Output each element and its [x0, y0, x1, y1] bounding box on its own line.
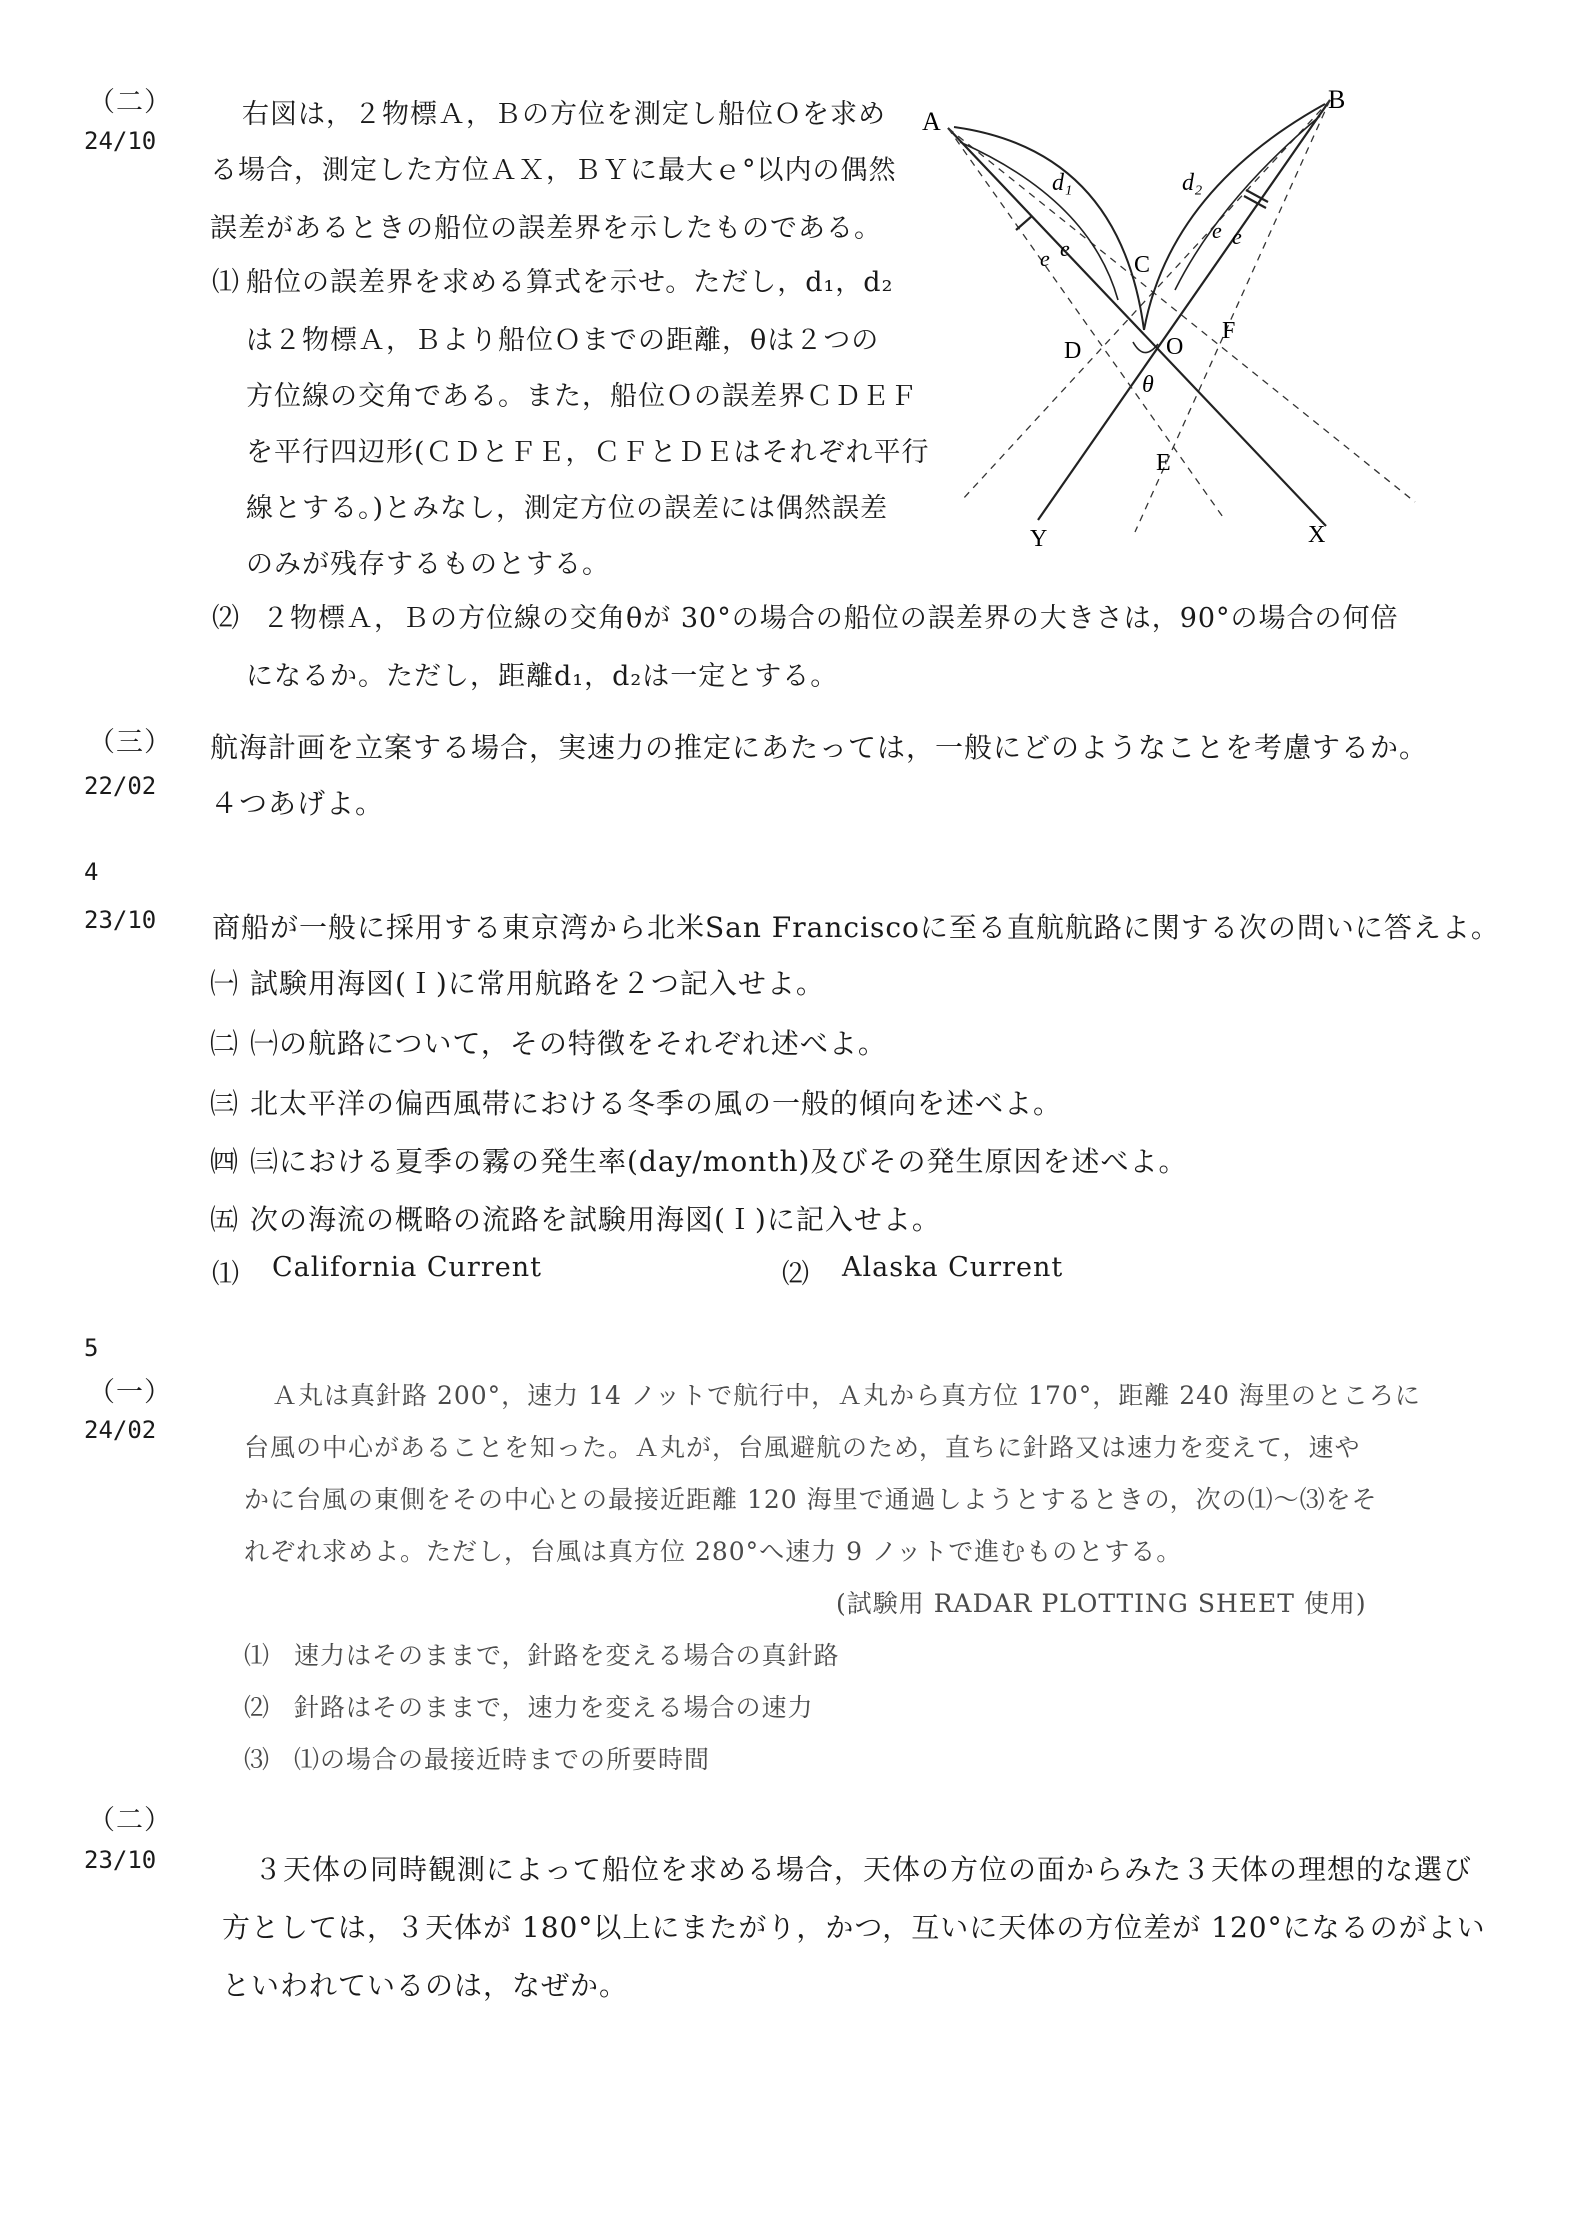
q2-sub1-line-3: 方位線の交角である。また，船位Ｏの誤差界ＣＤＥＦ: [246, 381, 918, 412]
arc-d2: [1144, 104, 1325, 330]
bearing-line-by: [1038, 100, 1330, 520]
label-f: F: [1222, 318, 1236, 344]
q5-part1-line-1: Ａ丸は真針路 200°，速力 14 ノットで航行中，Ａ丸から真方位 170°，距離 240 海里のところに: [272, 1381, 1421, 1410]
q5-part2-line-3: といわれているのは，なぜか。: [222, 1969, 629, 2002]
label-theta: θ: [1142, 372, 1154, 398]
label-c: C: [1134, 252, 1151, 278]
q2-sub1-line-1: 船位の誤差界を求める算式を示せ。ただし，d₁，d₂: [246, 267, 894, 298]
label-o: O: [1166, 334, 1184, 360]
q2-sub2-line-2: になるか。ただし，距離d₁，d₂は一定とする。: [246, 661, 839, 692]
q5-part1-sub-2-num: ⑵: [244, 1693, 271, 1722]
q5-part1-sub-1-num: ⑴: [244, 1641, 271, 1670]
q5-part2-date: 23/10: [84, 1846, 157, 1874]
q4-current-2-name: Alaska Current: [842, 1252, 1064, 1283]
q5-part2-mark: （二）: [88, 1805, 172, 1836]
label-d2: d₂: [1182, 170, 1203, 196]
q2-date: 24/10: [84, 127, 157, 155]
q2-sub1-line-6: のみが残存するものとする。: [246, 549, 610, 580]
label-d1: d₁: [1052, 170, 1073, 196]
q4-item-5-mark: ㈤: [210, 1203, 240, 1236]
q4-item-3-text: 北太平洋の偏西風帯における冬季の風の一般的傾向を述べよ。: [250, 1087, 1063, 1120]
q2-sub2-num: ⑵: [212, 603, 240, 634]
q5-part2-line-1: ３天体の同時観測によって船位を求める場合，天体の方位の面からみた３天体の理想的な選び: [254, 1853, 1473, 1886]
tick-a: [1016, 216, 1032, 230]
q4-item-2-mark: ㈡: [210, 1027, 240, 1060]
q2-sub1-line-4: を平行四辺形(ＣＤとＦＥ，ＣＦとＤＥはそれぞれ平行: [246, 437, 930, 468]
q2-sub2-line-1: ２物標Ａ，Ｂの方位線の交角θが 30°の場合の船位の誤差界の大きさは，90°の場合の何倍: [262, 603, 1399, 634]
q3-line-1: 航海計画を立案する場合，実速力の推定にあたっては，一般にどのようなことを考慮するか。: [210, 731, 1429, 764]
label-e-2: e: [1060, 236, 1070, 261]
q4-item-4-text: ㈢における夏季の霧の発生率(day/month)及びその発生原因を述べよ。: [250, 1145, 1188, 1178]
q4-intro: 商船が一般に採用する東京湾から北米San Franciscoに至る直航航路に関する次の問いに答えよ。: [212, 911, 1500, 944]
arc-d1: [954, 127, 1144, 330]
q5-part1-sub-2-text: 針路はそのままで，速力を変える場合の速力: [294, 1693, 814, 1722]
q4-date: 23/10: [84, 906, 157, 934]
q5-part1-date: 24/02: [84, 1416, 157, 1444]
q5-part1-line-4: れぞれ求めよ。ただし，台風は真方位 280°へ速力 9 ノットで進むものとする。: [244, 1537, 1183, 1566]
q5-part1-note: (試験用 RADAR PLOTTING SHEET 使用): [836, 1589, 1367, 1618]
q3-mark: （三）: [88, 727, 172, 758]
q3-line-2: ４つあげよ。: [210, 787, 385, 820]
label-e-point: E: [1156, 450, 1171, 476]
q5-part1-sub-3-text: ⑴の場合の最接近時までの所要時間: [294, 1745, 711, 1774]
q5-part1-line-2: 台風の中心があることを知った。Ａ丸が，台風避航のため，直ちに針路又は速力を変えて，速や: [244, 1433, 1361, 1462]
q4-number: 4: [84, 858, 99, 886]
q4-current-1-num: ⑴: [212, 1259, 240, 1290]
q2-line-3: 誤差があるときの船位の誤差界を示したものである。: [210, 213, 882, 244]
label-x: X: [1308, 522, 1326, 548]
q2-mark: （二）: [88, 87, 172, 118]
arc-outer-b: [1175, 116, 1320, 290]
q4-item-5-text: 次の海流の概略の流路を試験用海図(Ｉ)に記入せよ。: [250, 1203, 941, 1236]
q5-part1-sub-3-num: ⑶: [244, 1745, 271, 1774]
error-field-diagram: [920, 80, 1430, 550]
q3-date: 22/02: [84, 772, 157, 800]
q2-line-1: 右図は，２物標Ａ，Ｂの方位を測定し船位Ｏを求め: [242, 99, 886, 130]
q4-item-4-mark: ㈣: [210, 1145, 240, 1178]
q2-sub1-line-2: は２物標Ａ，Ｂより船位Ｏまでの距離，θは２つの: [246, 325, 880, 356]
tick-b-2: [1246, 190, 1268, 202]
label-e-1: e: [1040, 246, 1050, 271]
label-e-3: e: [1212, 218, 1222, 243]
q2-line-2: る場合，測定した方位ＡＸ，ＢＹに最大ｅ°以内の偶然: [210, 155, 897, 186]
label-d: D: [1064, 338, 1082, 364]
q4-item-3-mark: ㈢: [210, 1087, 240, 1120]
q4-current-2-num: ⑵: [782, 1259, 810, 1290]
q5-number: 5: [84, 1334, 99, 1362]
q5-part1-line-3: かに台風の東側をその中心との最接近距離 120 海里で通過しようとするときの，次の⑴～⑶をそ: [244, 1485, 1378, 1514]
q5-part1-sub-1-text: 速力はそのままで，針路を変える場合の真針路: [294, 1641, 840, 1670]
label-e-4: e: [1232, 224, 1242, 249]
q4-item-1-text: 試験用海図(Ｉ)に常用航路を２つ記入せよ。: [250, 967, 825, 1000]
label-a: A: [922, 107, 941, 136]
q4-item-2-text: ㈠の航路について，その特徴をそれぞれ述べよ。: [250, 1027, 887, 1060]
error-limit-b-1: [962, 100, 1330, 500]
q5-part1-mark: （一）: [88, 1377, 172, 1408]
q5-part2-line-2: 方としては，３天体が 180°以上にまたがり，かつ，互いに天体の方位差が 120°になるのがよい: [222, 1911, 1486, 1944]
q2-sub1-line-5: 線とする。)とみなし，測定方位の誤差には偶然誤差: [246, 493, 889, 524]
label-y: Y: [1030, 526, 1048, 550]
q4-item-1-mark: ㈠: [210, 967, 240, 1000]
q2-sub1-num: ⑴: [212, 267, 240, 298]
label-b: B: [1328, 85, 1346, 114]
q4-current-1-name: California Current: [272, 1252, 542, 1283]
